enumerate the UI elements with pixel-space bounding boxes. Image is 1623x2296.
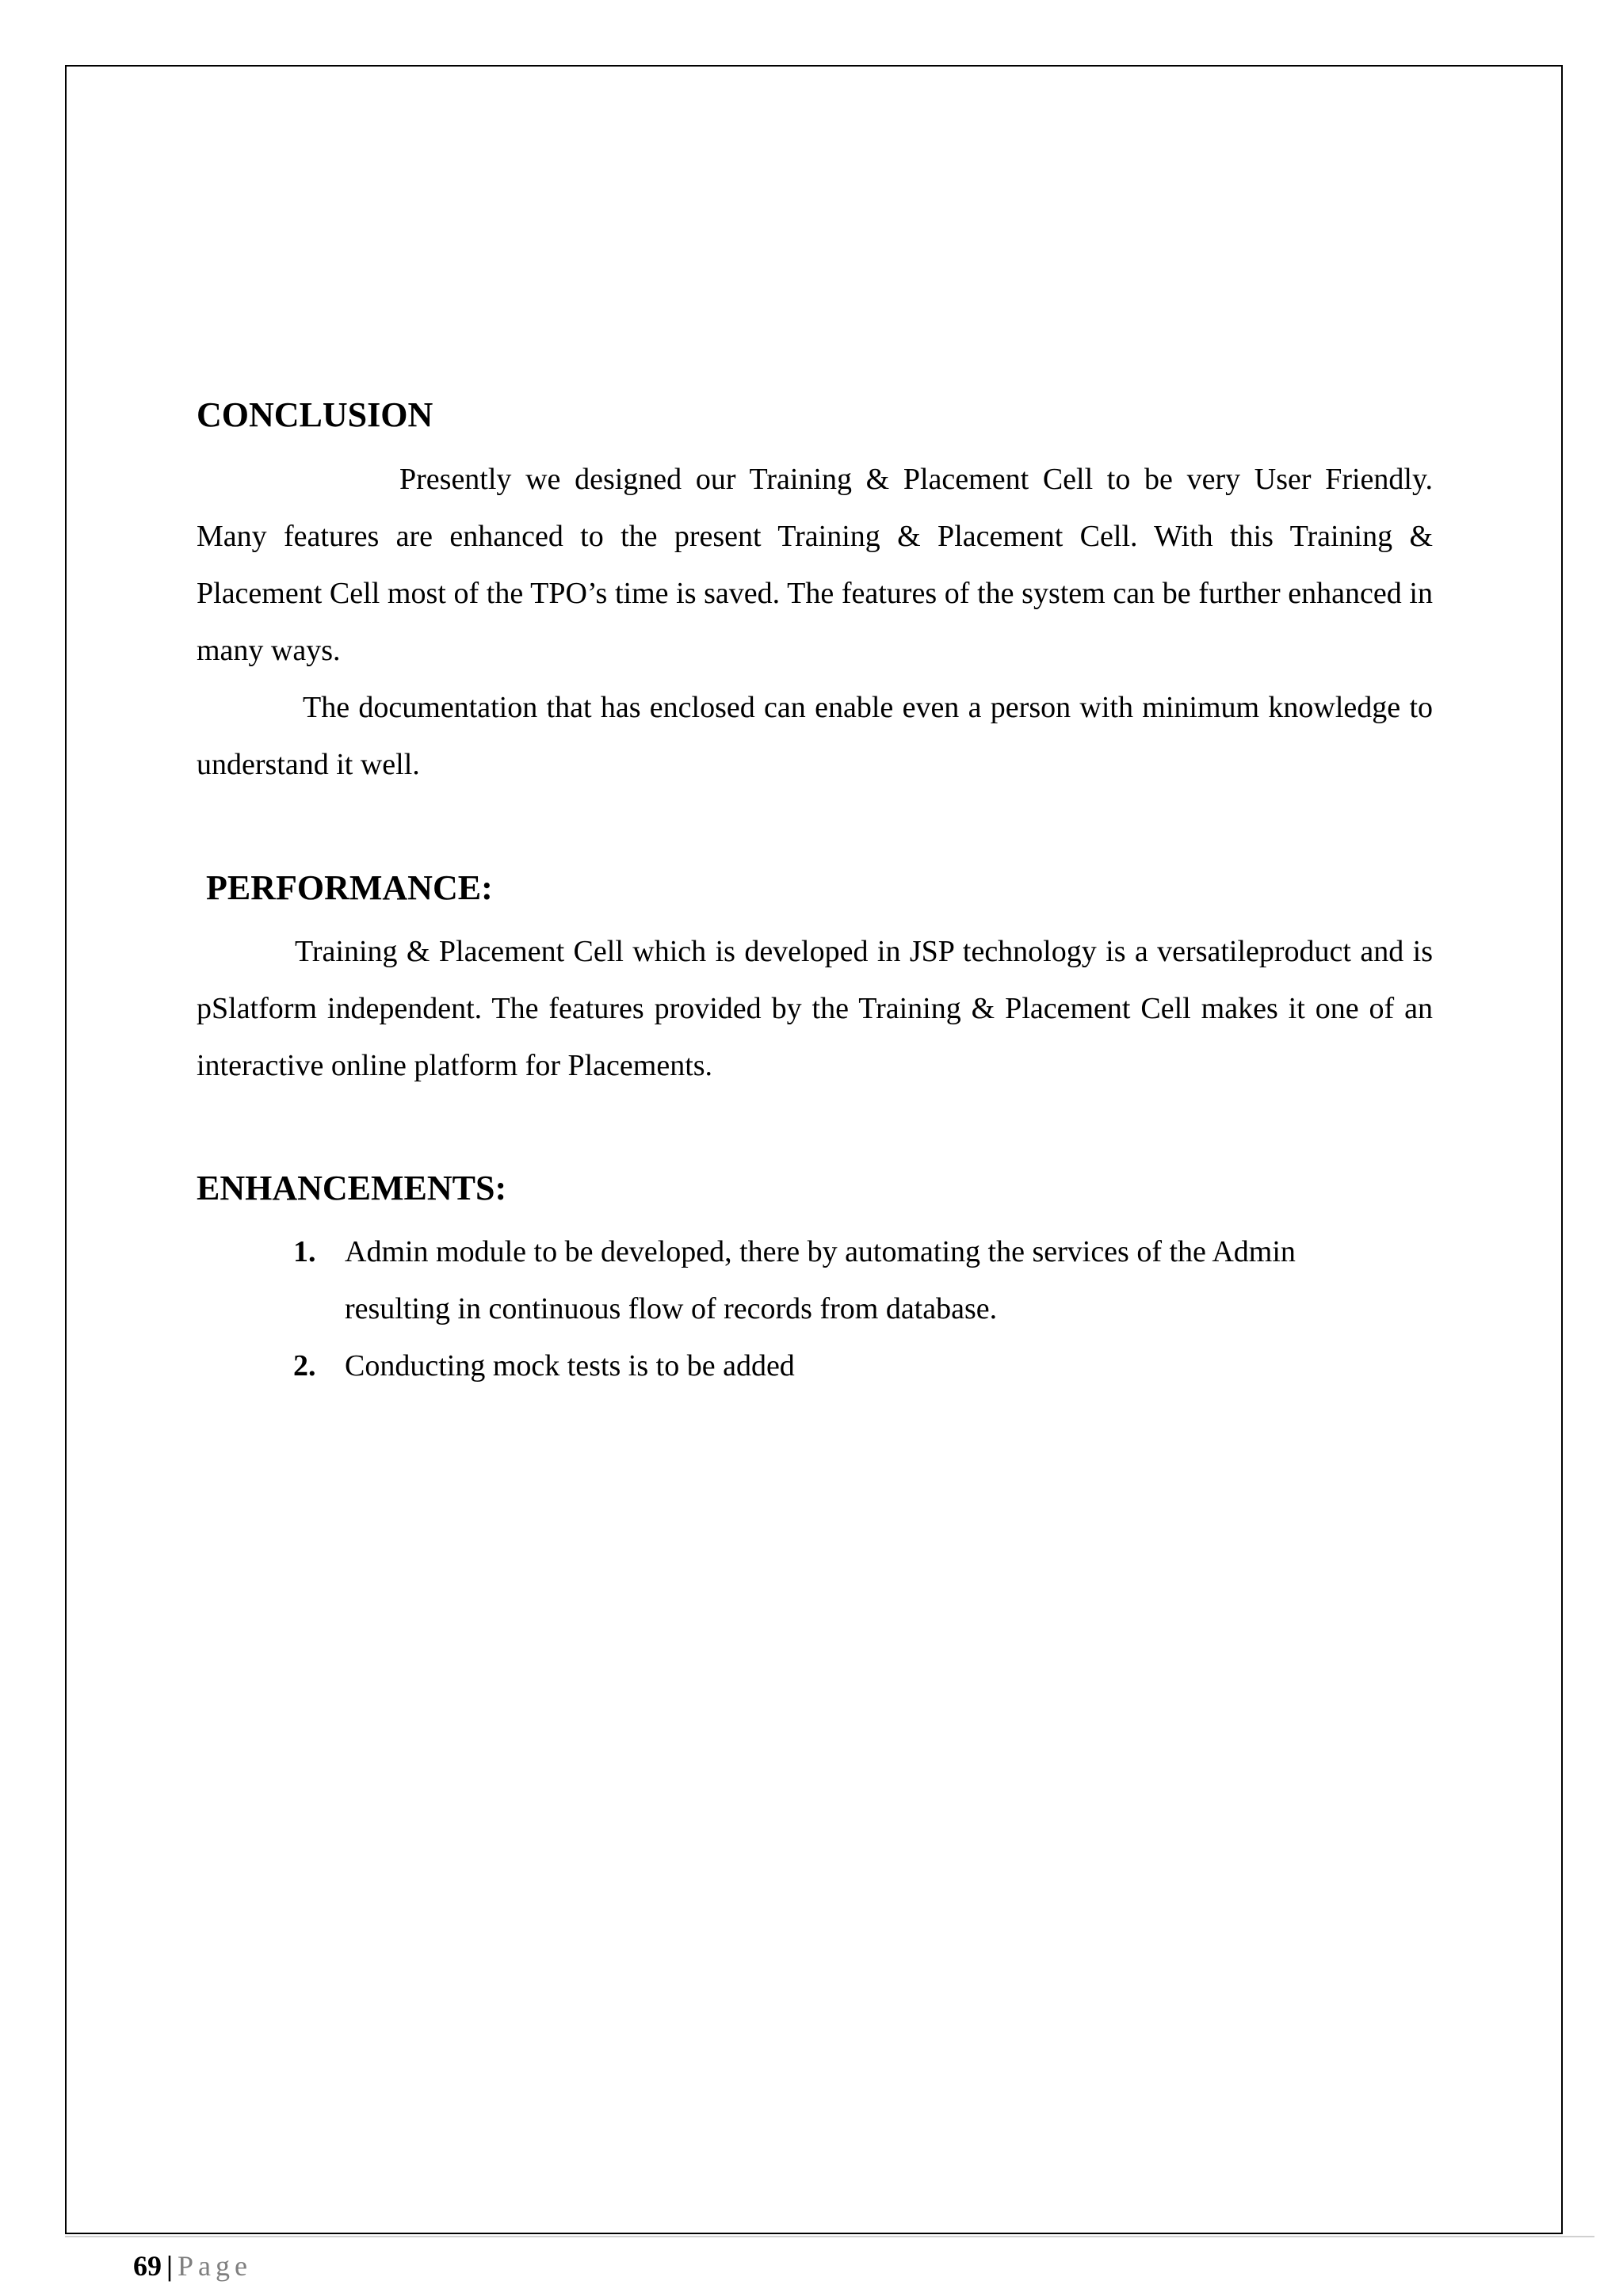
- enhancement-item-1: [293, 1223, 1403, 1337]
- page-footer: [133, 2248, 252, 2283]
- footer-divider: [65, 2236, 1594, 2237]
- enhancement-item-text: Admin module to be developed, there by automating the services of the Admin resulting in continuous flow of records from database.: [345, 1235, 1296, 1325]
- conclusion-heading: CONCLUSION: [197, 395, 433, 434]
- enhancement-item-number: 2.: [293, 1349, 316, 1383]
- enhancements-list: [293, 1223, 1403, 1394]
- enhancements-heading: ENHANCEMENTS:: [197, 1169, 507, 1207]
- enhancement-item-text: Conducting mock tests is to be added: [345, 1349, 795, 1383]
- conclusion-paragraph-2: The documentation that has enclosed can enable even a person with minimum knowledge to understand it well.: [197, 691, 1433, 781]
- page-number: 69: [133, 2250, 162, 2282]
- conclusion-paragraph-1: Presently we designed our Training & Placement Cell to be very User Friendly. Many features are enhanced to the present Training & Placement Cell. With this Training & Placement Cell most of the TPO’s time is saved. The features of the system can be further enhanced in many ways.: [197, 463, 1433, 667]
- page-border: [65, 65, 1563, 2234]
- performance-paragraph: Training & Placement Cell which is developed in JSP technology is a versatileproduct and is pSlatform independent. The features provided by the Training & Placement Cell makes it one of an interactive online platform for Placements.: [197, 935, 1433, 1082]
- footer-separator: |: [166, 2250, 173, 2282]
- enhancement-item-2: [293, 1337, 1403, 1394]
- page-label: Page: [177, 2250, 252, 2282]
- enhancement-item-number: 1.: [293, 1235, 316, 1268]
- performance-heading: PERFORMANCE:: [206, 868, 493, 907]
